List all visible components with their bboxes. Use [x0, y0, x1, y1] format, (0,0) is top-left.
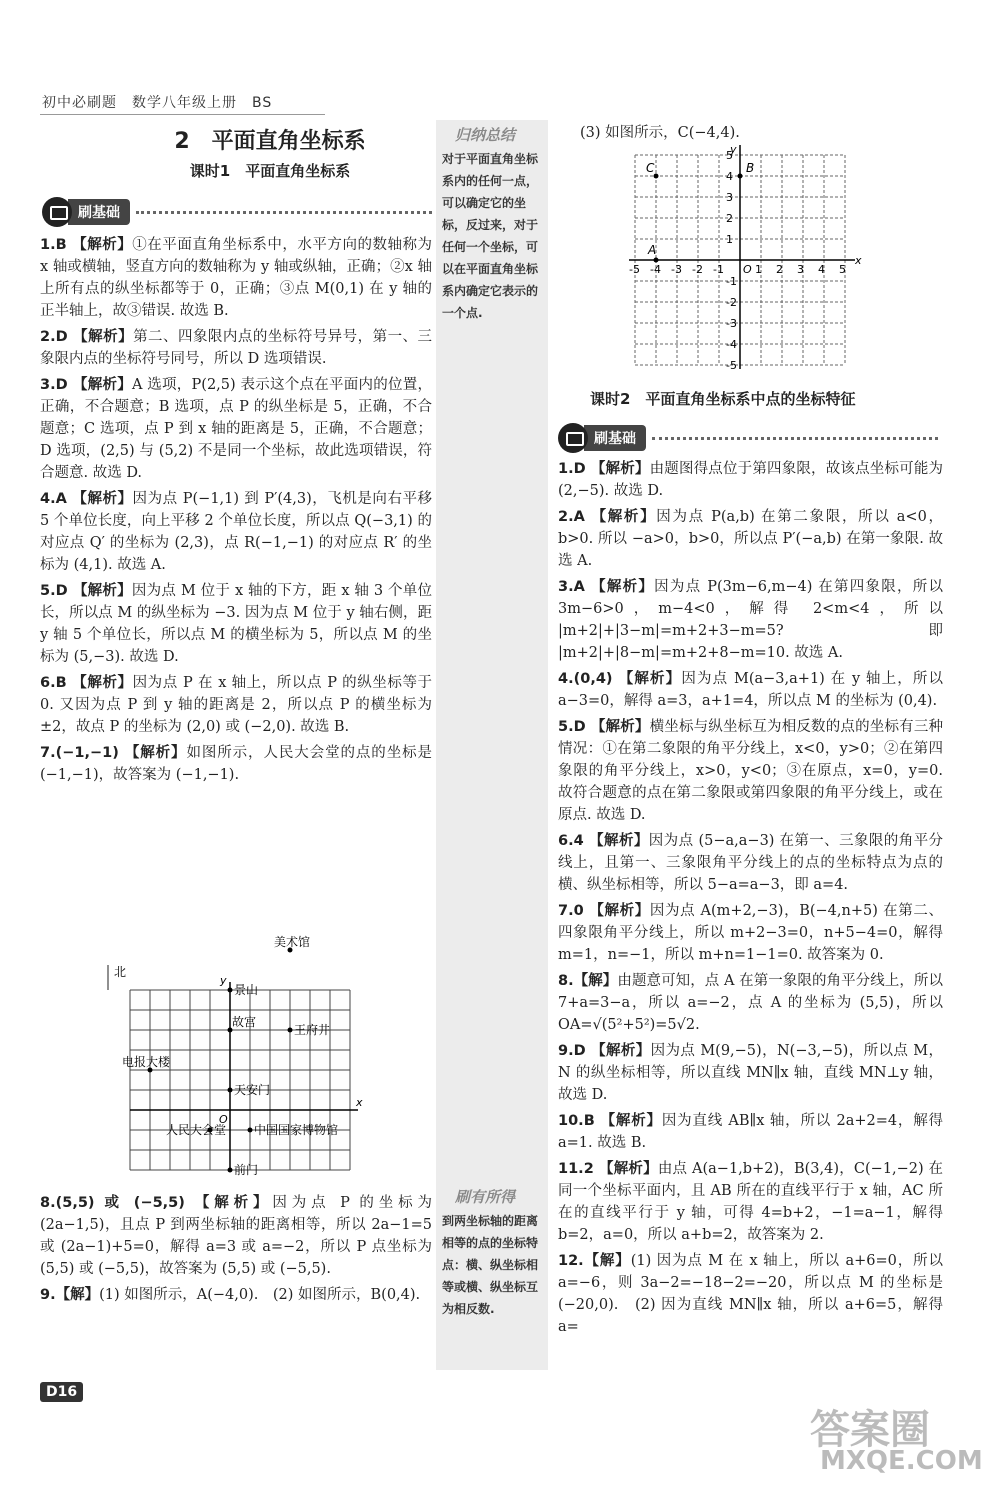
item-tag: 【解析】 [72, 491, 133, 507]
item-number: 3. [40, 377, 56, 393]
item-text: 如图所示，人民大会堂的点的坐标是 (−1,−1)，故答案为 (−1,−1). [40, 745, 433, 783]
answer-item [558, 900, 943, 966]
map-point [228, 1168, 233, 1173]
map-point-label: 王府井 [294, 1023, 331, 1037]
item-number: 5. [40, 583, 56, 599]
watermark-logo: 答案圈 [810, 1407, 930, 1453]
badge-basic-left [42, 198, 432, 226]
map-point-label: 天安门 [234, 1083, 271, 1097]
item-text: 横坐标与纵坐标互为相反数的点的坐标有三种情况：①在第二象限的角平分线上，x<0，y>0；②在第四象限的角平分线上，x>0，y<0；③在原点，x=0，y=0. 故符合题意的点在第二象限或第四象限的角平分线上，或在原点. 故选 D. [558, 719, 943, 823]
item-tag: 【解析】 [72, 583, 132, 599]
item-number: 11. [558, 1161, 584, 1177]
point-B [738, 174, 743, 179]
answer-item [40, 1284, 432, 1306]
x-tick-label: -2 [692, 263, 703, 276]
map-point-label: 美术馆 [274, 935, 311, 949]
item-tag: 【解析】 [618, 671, 682, 687]
item-answer: D [55, 377, 73, 393]
x-tick-label: 5 [839, 263, 846, 276]
item-number: 7. [558, 903, 574, 919]
item-text: A 选项，P(2,5) 表示这个点在平面内的位置，正确，不合题意；B 选项，点 P 的纵坐标是 5，正确，不合题意；C 选项，点 P 到 x 轴的距离是 5，正确，不合题意；D 选项，(2,5) 与 (5,2) 不是同一个坐标，故此选项错误，符合题意. 故选 D. [40, 377, 432, 481]
item-number: 12. [558, 1253, 584, 1269]
answer-item [558, 830, 943, 896]
x-tick-label: -1 [713, 263, 724, 276]
x-tick-label: 2 [776, 263, 783, 276]
answer-item [40, 374, 432, 484]
y-axis-label: y [730, 143, 737, 156]
item-answer: D [55, 329, 74, 345]
item-text: 因为点 P 在 x 轴上，所以点 P 的纵坐标等于 0. 又因为点 P 到 y 轴的距离是 2，所以点 P 的横坐标为 ±2，故点 P 的坐标为 (2,0) 或 (−2,0). 故选 B. [40, 675, 433, 735]
left-answers-2 [40, 1192, 432, 1310]
item-text: 由点 A(a−1,b+2)，B(3,4)，C(−1,−2) 在同一个坐标平面内，且 AB 所在的直线平行于 x 轴，AC 所在的直线平行于 y 轴，可得 4=b+2，−1=a−1，解得 b=2，a=0，所以 a+b=2，故答案为 2. [558, 1161, 943, 1243]
item-tag: 【解析】 [590, 719, 650, 735]
item-text: (1) 如图所示，A(−4,0). (2) 如图所示，B(0,4). [99, 1287, 421, 1303]
item-answer: B [583, 1113, 601, 1129]
header-rule [40, 114, 325, 115]
item-number: 1. [558, 461, 574, 477]
side2-title: 刷有所得 [455, 1188, 516, 1206]
item-answer: D [573, 461, 591, 477]
answer-item [40, 326, 432, 370]
map-point [228, 988, 233, 993]
y-tick-label: 1 [726, 233, 733, 246]
x-tick-label: -3 [671, 263, 682, 276]
item-tag: 【解析】 [589, 903, 650, 919]
item-tag: 【解析】 [590, 461, 650, 477]
item-tag: 【解析】 [73, 329, 134, 345]
badge-label: 刷基础 [584, 425, 646, 451]
item-tag: 【解析】 [72, 377, 132, 393]
lesson2-title: 课时2 平面直角坐标系中点的坐标特征 [590, 390, 856, 408]
left-answers [40, 234, 432, 790]
item-answer: A [573, 579, 592, 595]
answer-item [558, 576, 943, 664]
item-text: 因为点 P(−1,1) 到 P′(4,3)，飞机是向右平移 5 个单位长度，向上平移 2 个单位长度，所以点 Q(−3,1) 的对应点 Q′ 的坐标为 (2,3)，点 R(−1,−1) 的对应点 R′ 的坐标为 (4,1). 故选 A. [40, 491, 433, 573]
item-text: 因为点 A(m+2,−3)，B(−4,n+5) 在第二、四象限角平分线上，所以 m+2−3=0，n+5−4=0，解得 m=1，n=−1，所以 m+n=1−1=0. 故答案为 0. [558, 903, 944, 963]
map-point [248, 1128, 253, 1133]
item-answer: A [55, 491, 73, 507]
item-tag: 【解析】 [72, 237, 133, 253]
item-number: 2. [558, 509, 574, 525]
item-text: 由题图得点位于第四象限，故该点坐标可能为 (2,−5). 故选 D. [558, 461, 943, 499]
map-point-label: 中国国家博物馆 [254, 1123, 339, 1137]
dotted-divider [652, 437, 938, 440]
item-text: 因为点 (5−a,a−3) 在第一、三象限的角平分线上，且第一、三象限角平分线上的点的坐标特点为点的横、纵坐标相等，所以 5−a=a−3，即 a=4. [558, 833, 944, 893]
item-text: 因为直线 AB∥x 轴，所以 2a+2=4，解得 a=1. 故选 B. [558, 1113, 943, 1151]
y-tick-label: -4 [726, 338, 737, 351]
item-number: 7. [40, 745, 56, 761]
answer-item [40, 1192, 432, 1280]
item-number: 2. [40, 329, 56, 345]
item-answer: D [55, 583, 73, 599]
item-tag: 【解】 [583, 1253, 631, 1269]
answer-item [558, 1158, 943, 1246]
x-tick-label: 3 [797, 263, 804, 276]
item-text: 因为点 M(a−3,a+1) 在 y 轴上，所以 a−3=0，解得 a=3，a+1=4，所以点 M 的坐标为 (0,4). [558, 671, 943, 709]
item-tag: 【解析】 [589, 833, 649, 849]
side1-body: 对于平面直角坐标系内的任何一点，可以确定它的坐标，反过来，对于任何一个坐标，可以在平面直角坐标系内确定它表示的一个点. [442, 152, 539, 320]
item-answer: A [573, 509, 592, 525]
page-number: D16 [40, 1382, 83, 1402]
x-tick-label: -5 [629, 263, 640, 276]
y-tick-label: 3 [726, 191, 733, 204]
item-text: 因为点 M 位于 x 轴的下方，距 x 轴 3 个单位长，所以点 M 的纵坐标为 −3. 因为点 M 位于 y 轴右侧，距 y 轴 5 个单位长，所以点 M 的横坐标为 5，所以点 M 的坐标为 (5,−3). 故选 D. [40, 583, 432, 665]
answer-item [558, 970, 943, 1036]
answer-item [558, 458, 943, 502]
book-header: 初中必刷题 数学八年级上册 BS [42, 95, 273, 111]
answer-item [558, 716, 943, 826]
x-tick-label: -4 [650, 263, 661, 276]
y-tick-label: -2 [726, 296, 737, 309]
item-tag: 【解析】 [591, 1043, 651, 1059]
y-tick-label: -5 [726, 359, 737, 372]
right-top-line: (3) 如图所示，C(−4,4). [580, 125, 740, 141]
answer-item [558, 1110, 943, 1154]
side2-body: 到两坐标轴的距离相等的点的坐标特点：横、纵坐标相等或横、纵坐标互为相反数. [442, 1214, 539, 1316]
y-tick-label: 5 [726, 149, 733, 162]
item-answer: (0,4) [573, 671, 619, 687]
map-x-label: x [356, 1096, 363, 1109]
map-point-label: 故宫 [232, 1015, 257, 1029]
point-label: C [646, 161, 655, 175]
item-number: 6. [40, 675, 56, 691]
coordinate-grid [620, 140, 870, 380]
item-tag: 【解析】 [124, 745, 187, 761]
map-point-label: 电报大楼 [122, 1055, 171, 1069]
lesson1-title: 课时1 平面直角坐标系 [189, 162, 351, 180]
answer-item [40, 488, 432, 576]
answer-item [40, 672, 432, 738]
item-number: 9. [558, 1043, 574, 1059]
book-icon [42, 197, 72, 227]
section-title: 2 平面直角坐标系 [174, 129, 366, 154]
side1-title: 归纳总结 [455, 126, 516, 144]
item-tag: 【解】 [573, 973, 618, 989]
badge-basic-right [558, 424, 938, 452]
y-tick-label: 4 [726, 170, 733, 183]
item-answer: B [55, 237, 73, 253]
x-axis-label: x [855, 254, 862, 267]
item-answer: B [55, 675, 73, 691]
item-text: ①在平面直角坐标系中，水平方向的数轴称为 x 轴或横轴，竖直方向的数轴称为 y 轴或纵轴，正确；②x 轴上所有点的纵坐标都等于 0，正确；③点 M(0,1) 在 y 轴的正半轴上，故③错误. 故选 B. [40, 237, 433, 319]
map-figure [100, 935, 380, 1180]
item-text: 因为点 P(3m−6,m−4) 在第四象限，所以 3m−6>0，m−4<0，解得 2<m<4，所以 |m+2|+|3−m|=m+2+3−m=5? 即 |m+2|+|8−m|=m+2+8−m=10. 故选 A. [558, 579, 944, 661]
item-tag: 【解析】 [591, 509, 657, 525]
item-number: 10. [558, 1113, 584, 1129]
item-text: 由题意可知，点 A 在第一象限的角平分线上，所以 7+a=3−a，所以 a=−2，点 A 的坐标为 (5,5)，所以 OA=√(5²+5²)=5√2. [558, 973, 943, 1033]
item-tag: 【解析】 [600, 1113, 662, 1129]
x-tick-label: 4 [818, 263, 825, 276]
answer-item [558, 1040, 943, 1106]
right-answers [558, 458, 943, 1342]
item-number: 3. [558, 579, 574, 595]
watermark-url: MXQE.COM [820, 1446, 983, 1476]
map-y-label: y [220, 974, 227, 987]
answer-item [40, 742, 432, 786]
item-number: 8. [40, 1195, 56, 1211]
badge-label: 刷基础 [68, 199, 130, 225]
point-label: B [746, 161, 755, 175]
item-answer: 2 [583, 1161, 600, 1177]
item-answer: D [573, 1043, 592, 1059]
item-number: 9. [40, 1287, 56, 1303]
item-text: 因为点 P 的坐标为 (2a−1,5)，且点 P 到两坐标轴的距离相等，所以 2a−1=5 或 (2a−1)+5=0，解得 a=3 或 a=−2，所以 P 点坐标为 (5,5) 或 (−5,5)，故答案为 (5,5) 或 (−5,5). [40, 1195, 432, 1277]
item-number: 8. [558, 973, 574, 989]
item-answer: 4 [573, 833, 590, 849]
item-number: 5. [558, 719, 574, 735]
map-origin: O [219, 1113, 228, 1126]
answer-item [558, 668, 943, 712]
item-tag: 【解析】 [72, 675, 133, 691]
north-label: 北 [114, 965, 127, 979]
item-number: 1. [40, 237, 56, 253]
y-tick-label: -1 [726, 275, 737, 288]
point-label: A [648, 243, 657, 257]
answer-item [558, 506, 943, 572]
y-tick-label: -3 [726, 317, 737, 330]
item-number: 6. [558, 833, 574, 849]
dotted-divider [136, 211, 432, 214]
y-tick-label: 2 [726, 212, 733, 225]
map-point [288, 1028, 293, 1033]
map-point-label: 景山 [234, 983, 259, 997]
item-text: 因为点 P(a,b) 在第二象限，所以 a<0，b>0. 所以 −a>0，b>0，所以点 P′(−a,b) 在第一象限. 故选 A. [558, 509, 943, 569]
origin-label: O [743, 263, 752, 276]
item-answer: 0 [573, 903, 590, 919]
item-answer: (5,5) 或 (−5,5) [55, 1195, 195, 1211]
item-answer: (−1,−1) [55, 745, 125, 761]
item-text: 因为点 M(9,−5)，N(−3,−5)，所以点 M，N 的纵坐标相等，所以直线 MN∥x 轴，直线 MN⊥y 轴，故选 D. [558, 1043, 944, 1103]
item-tag: 【解】 [55, 1287, 100, 1303]
item-text: 第二、四象限内点的坐标符号异号，第一、三象限内点的坐标符号同号，所以 D 选项错误. [40, 329, 433, 367]
item-tag: 【解析】 [599, 1161, 658, 1177]
item-answer: D [573, 719, 591, 735]
map-point-label: 人民大会堂 [166, 1123, 227, 1137]
answer-item [40, 234, 432, 322]
item-text: (1) 因为点 M 在 x 轴上，所以 a+6=0，所以 a=−6，则 3a−2=−18−2=−20，所以点 M 的坐标是 (−20,0). (2) 因为直线 MN∥x 轴，所以 a+6=5，解得 a= [558, 1253, 943, 1335]
item-tag: 【解析】 [591, 579, 655, 595]
x-tick-label: 1 [755, 263, 762, 276]
item-tag: 【解析】 [194, 1195, 273, 1211]
answer-item [558, 1250, 943, 1338]
map-point [228, 1088, 233, 1093]
book-icon [558, 423, 588, 453]
map-point-label: 前门 [234, 1163, 259, 1177]
point-A [654, 258, 659, 263]
answer-item [40, 580, 432, 668]
item-number: 4. [558, 671, 574, 687]
item-number: 4. [40, 491, 56, 507]
